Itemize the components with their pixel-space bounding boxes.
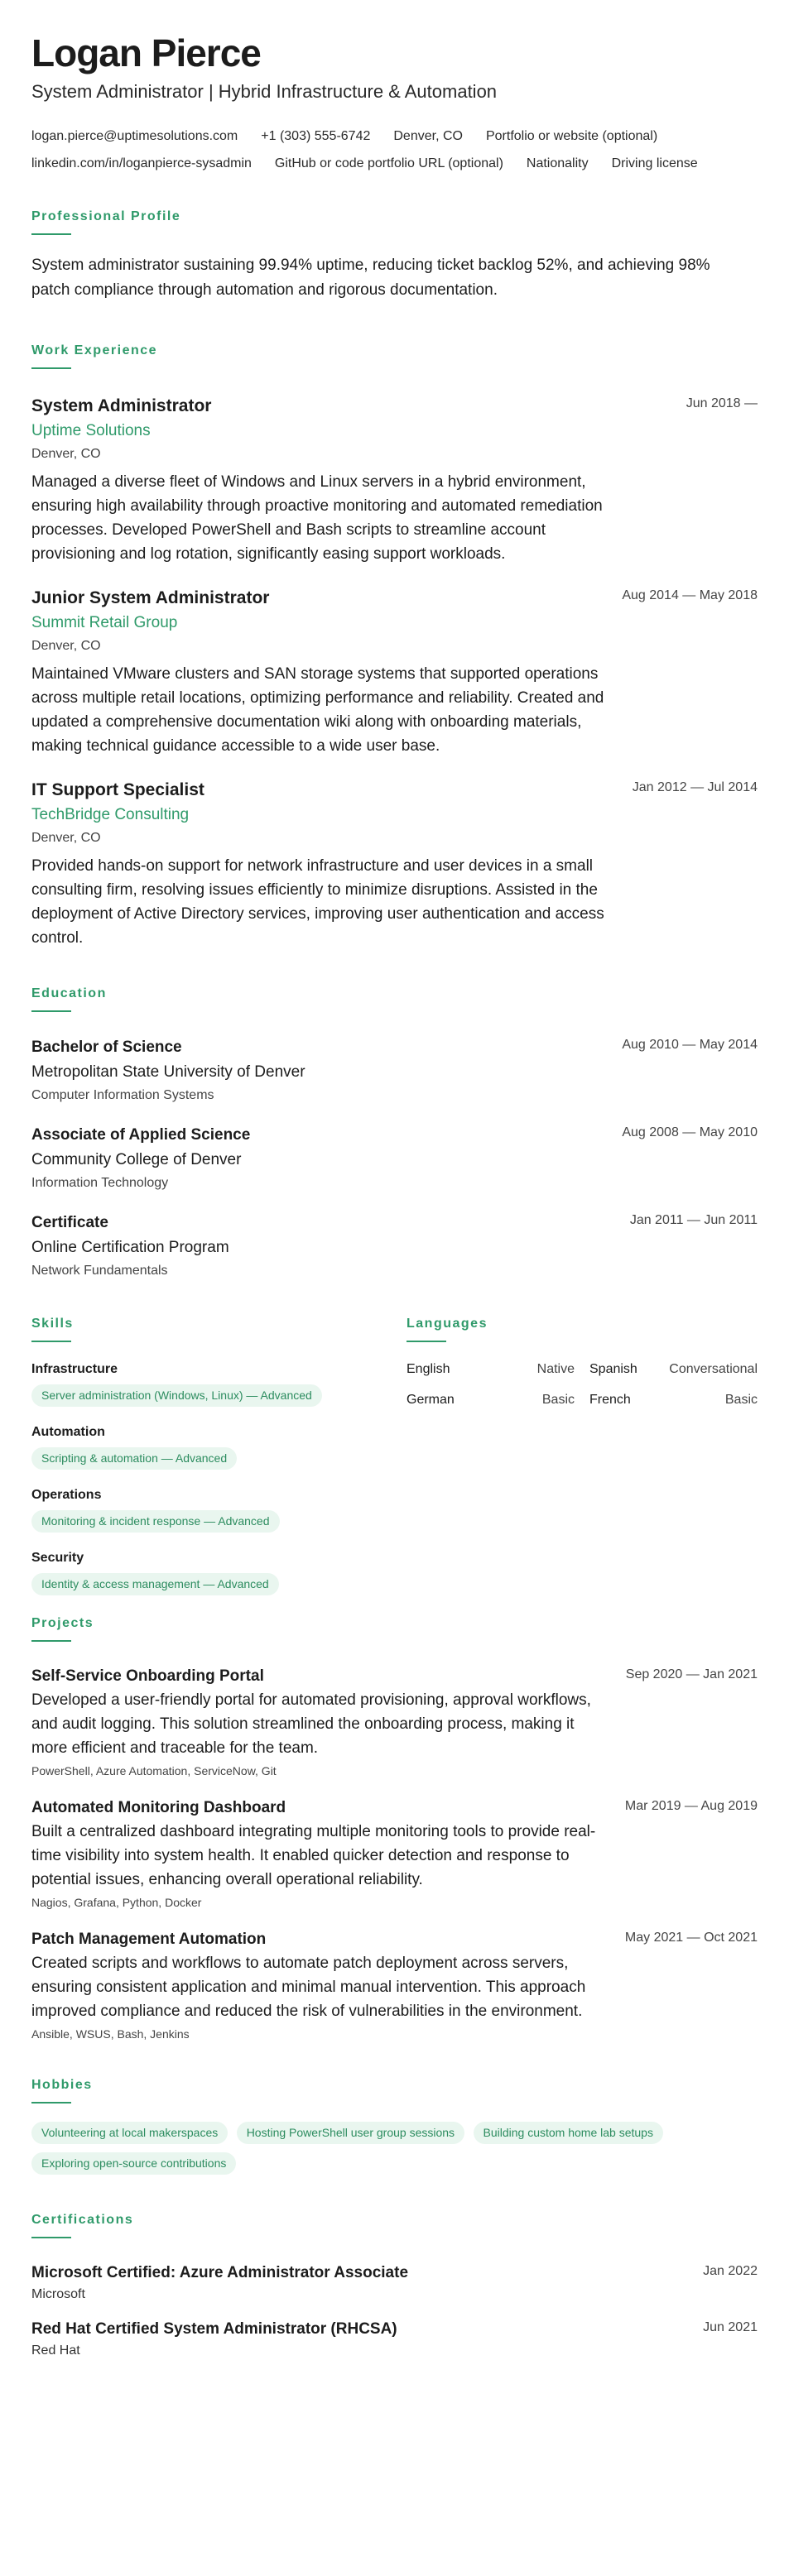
education-field: Computer Information Systems: [31, 1088, 214, 1102]
contact-list: [31, 122, 760, 177]
certification-name: Red Hat Certified System Administrator (RHCSA): [31, 2320, 397, 2338]
certification-date: Jun 2021: [703, 2320, 758, 2334]
education-entry: [31, 1035, 758, 1106]
skill-group-name: Infrastructure: [31, 1362, 118, 1376]
job-location: Denver, CO: [31, 639, 101, 653]
hobby-chip: Exploring open-source contributions: [31, 2152, 236, 2175]
skill-chip: Server administration (Windows, Linux) — Advanced: [31, 1384, 322, 1407]
project-tech: Ansible, WSUS, Bash, Jenkins: [31, 2027, 190, 2041]
education-school: Metropolitan State University of Denver: [31, 1063, 305, 1081]
hobby-list: [31, 2122, 760, 2183]
education-school: Online Certification Program: [31, 1239, 229, 1256]
skill-group: [31, 1360, 379, 1407]
job-date: Aug 2014 — May 2018: [622, 588, 758, 602]
project-name: Automated Monitoring Dashboard: [31, 1799, 286, 1816]
education-degree: Certificate: [31, 1214, 108, 1231]
skill-chip: Monitoring & incident response — Advanced: [31, 1510, 280, 1533]
education-section: [31, 985, 758, 1282]
languages-section: [407, 1315, 758, 1409]
project-date: Mar 2019 — Aug 2019: [624, 1799, 758, 1813]
skill-group: [31, 1549, 379, 1595]
project-name: Patch Management Automation: [31, 1931, 267, 1948]
skills-languages-row: [31, 1315, 758, 1613]
project-description: Developed a user-friendly portal for automated provisioning, approval workflows, and audit logging. This solution streamlined the onboarding process, making it more efficient and traceable for the team.: [31, 1691, 591, 1757]
hobby-chip: Hosting PowerShell user group sessions: [237, 2122, 464, 2144]
job-entry: [31, 778, 758, 950]
experience-section: [31, 342, 758, 950]
project-date: May 2021 — Oct 2021: [624, 1931, 758, 1945]
contact-portfolio[interactable]: Portfolio or website (optional): [485, 129, 658, 143]
certification-entry: [31, 2318, 758, 2361]
certification-issuer: Red Hat: [31, 2343, 80, 2358]
education-field: Network Fundamentals: [31, 1264, 168, 1278]
language-list: [407, 1360, 758, 1409]
project-tech: PowerShell, Azure Automation, ServiceNow, Git: [31, 1764, 277, 1777]
language-level: Conversational: [669, 1362, 758, 1376]
contact-github[interactable]: GitHub or code portfolio URL (optional): [274, 156, 503, 170]
projects-section: [31, 1614, 758, 2043]
language-level: Native: [536, 1362, 575, 1376]
education-school: Community College of Denver: [31, 1151, 242, 1168]
job-company: Uptime Solutions: [31, 422, 151, 439]
candidate-name: Logan Pierce: [31, 31, 261, 74]
language-name: English: [407, 1362, 450, 1376]
project-description: Created scripts and workflows to automate patch deployment across servers, ensuring consistent application and minimal manual intervention. This approach improved compliance and reduced the risk of vulnerabilities in the environment.: [31, 1955, 586, 2020]
job-description: Maintained VMware clusters and SAN storage systems that supported operations across multiple retail locations, optimizing performance and reliability. Created and updated a comprehensive documentation wiki along with onboarding materials, making technical guidance accessible to a wide user base.: [31, 665, 604, 755]
job-company: TechBridge Consulting: [31, 806, 190, 823]
contact-email[interactable]: logan.pierce@uptimesolutions.com: [31, 129, 238, 143]
certification-name: Microsoft Certified: Azure Administrator Associate: [31, 2264, 409, 2281]
section-divider: [31, 2102, 71, 2103]
project-tech: Nagios, Grafana, Python, Docker: [31, 1896, 202, 1909]
job-date: Jan 2012 — Jul 2014: [632, 780, 758, 794]
project-name: Self-Service Onboarding Portal: [31, 1667, 264, 1685]
hobbies-section: [31, 2076, 758, 2183]
section-title-certifications: Certifications: [31, 2213, 134, 2227]
certifications-section: [31, 2211, 758, 2361]
section-title-projects: Projects: [31, 1616, 94, 1630]
language-item: [407, 1360, 575, 1379]
job-description: Provided hands-on support for network infrastructure and user devices in a small consulting firm, resolving issues efficiently to minimize disruptions. Assisted in the deployment of Active Directory services, improving user authentication and access control.: [31, 857, 604, 947]
skill-group-name: Operations: [31, 1488, 102, 1502]
project-description: Built a centralized dashboard integrating multiple monitoring tools to provide real-time visibility into system health. It enabled quicker detection and response to potential issues, enhancing overall operational reliability.: [31, 1823, 596, 1888]
section-divider: [31, 367, 71, 369]
section-title-experience: Work Experience: [31, 343, 158, 357]
language-item: [589, 1360, 758, 1379]
education-date: Aug 2010 — May 2014: [622, 1038, 758, 1052]
language-name: Spanish: [589, 1362, 637, 1376]
profile-summary: System administrator sustaining 99.94% uptime, reducing ticket backlog 52%, and achieving 98% patch compliance through automation and rigorous documentation.: [31, 257, 710, 299]
project-entry: [31, 1665, 758, 1780]
education-date: Aug 2008 — May 2010: [622, 1125, 758, 1139]
hobby-chip: Volunteering at local makerspaces: [31, 2122, 228, 2144]
language-level: Basic: [724, 1393, 758, 1407]
section-title-hobbies: Hobbies: [31, 2078, 93, 2092]
certification-issuer: Microsoft: [31, 2287, 85, 2301]
job-entry: [31, 394, 758, 566]
language-name: French: [589, 1393, 631, 1407]
job-title: Junior System Administrator: [31, 588, 270, 607]
contact-driving-license: Driving license: [611, 156, 698, 170]
education-field: Information Technology: [31, 1176, 169, 1190]
section-title-skills: Skills: [31, 1317, 74, 1331]
contact-linkedin[interactable]: linkedin.com/in/loganpierce-sysadmin: [31, 156, 252, 170]
contact-nationality: Nationality: [526, 156, 589, 170]
section-divider: [407, 1341, 446, 1342]
skill-group: [31, 1423, 379, 1470]
education-entry: [31, 1211, 758, 1282]
job-company: Summit Retail Group: [31, 614, 178, 631]
education-degree: Bachelor of Science: [31, 1039, 182, 1056]
job-entry: [31, 586, 758, 758]
language-item: [407, 1391, 575, 1409]
section-title-profile: Professional Profile: [31, 209, 181, 223]
section-divider: [31, 233, 71, 235]
language-name: German: [407, 1393, 455, 1407]
skill-chip: Identity & access management — Advanced: [31, 1573, 279, 1595]
skill-group-name: Security: [31, 1551, 84, 1565]
skills-section: [31, 1315, 379, 1595]
section-divider: [31, 2237, 71, 2238]
section-divider: [31, 1010, 71, 1012]
contact-phone[interactable]: +1 (303) 555-6742: [261, 129, 371, 143]
language-level: Basic: [541, 1393, 575, 1407]
project-date: Sep 2020 — Jan 2021: [625, 1667, 758, 1681]
project-entry: [31, 1928, 758, 2043]
section-title-education: Education: [31, 986, 107, 1000]
language-item: [589, 1391, 758, 1409]
project-entry: [31, 1796, 758, 1912]
job-title: IT Support Specialist: [31, 780, 204, 799]
education-entry: [31, 1123, 758, 1194]
section-title-languages: Languages: [407, 1317, 488, 1331]
job-description: Managed a diverse fleet of Windows and Linux servers in a hybrid environment, ensuring high availability through proactive monitoring and automated remediation processes. Developed PowerShell and Bash scripts to streamline account provisioning and log rotation, significantly easing support workloads.: [31, 473, 603, 563]
certification-entry: [31, 2262, 758, 2305]
section-divider: [31, 1640, 71, 1642]
hobby-chip: Building custom home lab setups: [474, 2122, 663, 2144]
job-location: Denver, CO: [31, 447, 101, 461]
certification-date: Jan 2022: [703, 2264, 758, 2278]
skill-group: [31, 1486, 379, 1533]
headline: System Administrator | Hybrid Infrastructure & Automation: [31, 81, 498, 102]
section-divider: [31, 1341, 71, 1342]
job-date: Jun 2018 —: [686, 396, 758, 410]
skill-chip: Scripting & automation — Advanced: [31, 1447, 237, 1470]
job-title: System Administrator: [31, 396, 212, 415]
contact-location: Denver, CO: [393, 129, 463, 143]
education-degree: Associate of Applied Science: [31, 1126, 251, 1144]
profile-section: [31, 208, 758, 303]
skill-group-name: Automation: [31, 1425, 105, 1439]
job-location: Denver, CO: [31, 831, 101, 845]
education-date: Jan 2011 — Jun 2011: [629, 1213, 758, 1227]
